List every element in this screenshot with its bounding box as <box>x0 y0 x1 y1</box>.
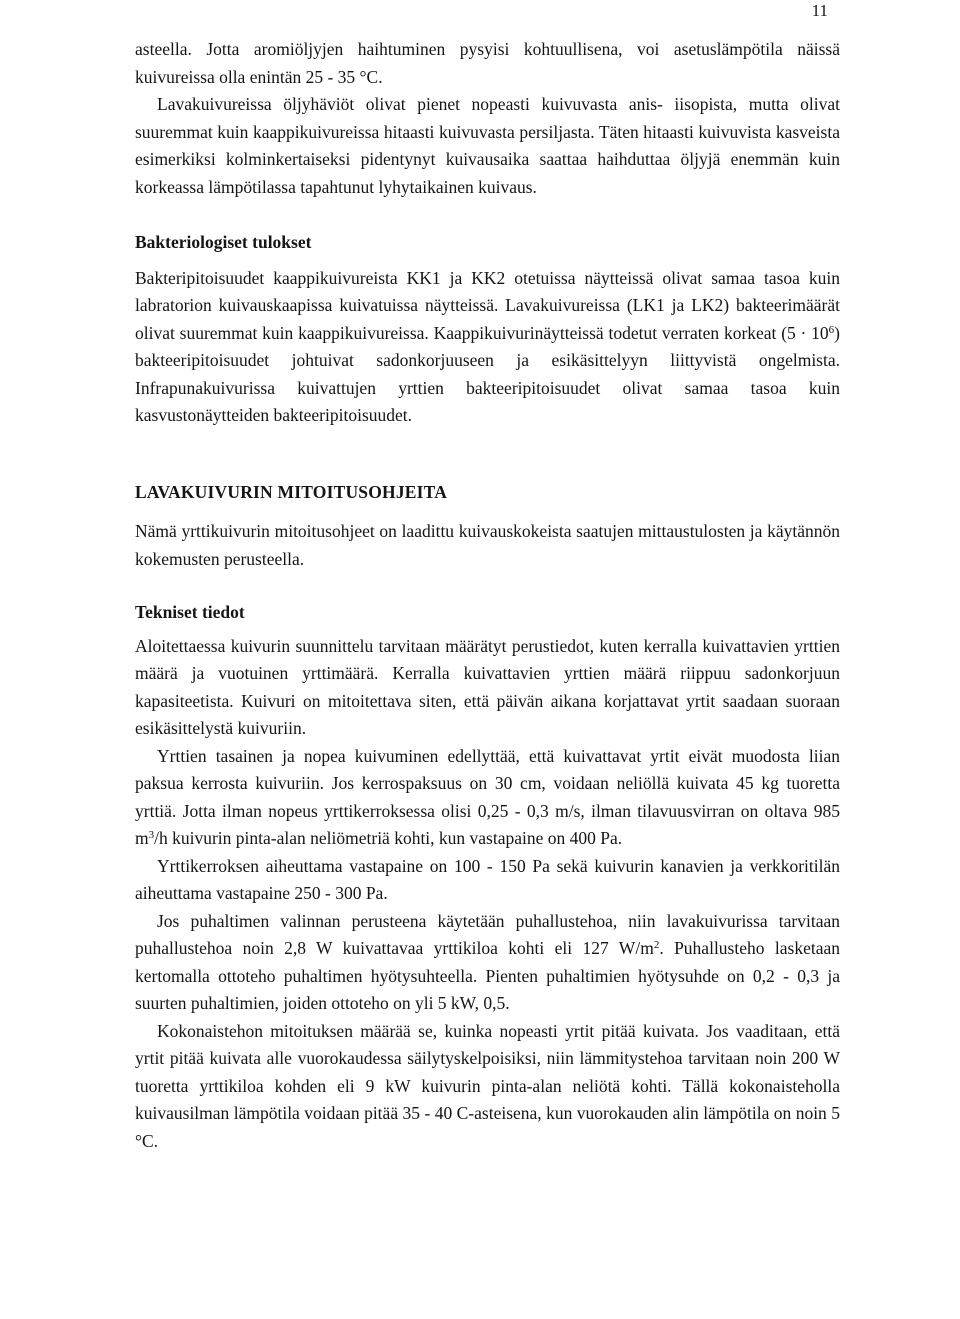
bakteriologiset-heading: Bakteriologiset tulokset <box>135 232 312 252</box>
tekniset-p4-text-2: . Puhallusteho lasketaan kertomalla ottoteho puhaltimen hyötysuhteella. Pienten puhaltimien hyötysuhde on 0,2 - 0,3 ja suurten puhaltimien, joiden ottoteho on yli 5 kW, 0,5. <box>135 938 840 1013</box>
bakteriologiset-paragraph <box>135 265 840 430</box>
mitoitus-paragraph: Nämä yrttikuivurin mitoitusohjeet on laadittu kuivauskokeista saatujen mittaustulosten ja käytännön kokemusten perusteella. <box>135 521 840 569</box>
tekniset-p2-text-1: Yrttien tasainen ja nopea kuivuminen edellyttää, että kuivattavat yrtit eivät muodosta liian paksua kerrosta kuivuriin. Jos kerrospaksuus on 30 cm, voidaan neliöllä kuivata 45 kg tuoretta yrttiä. Jotta ilman nopeus yrttikerroksessa olisi 0,25 - 0,3 m/s, ilman tilavuusvirran on oltava 985 m <box>135 745 840 848</box>
tekniset-p4-exponent: 2 <box>653 939 660 951</box>
mitoitus-heading: LAVAKUIVURIN MITOITUSOHJEITA <box>135 481 448 502</box>
bakteriologiset-exponent: 6 <box>828 323 835 336</box>
tekniset-p2-text-2: /h kuivurin pinta-alan neliömetriä kohti, kun vastapaine on 400 Pa. <box>154 828 623 848</box>
tekniset-paragraph-2 <box>135 743 840 853</box>
tekniset-paragraph-1: Aloitettaessa kuivurin suunnittelu tarvitaan määrätyt perustiedot, kuten kerralla kuivattavien yrttien määrä ja vuotuinen yrttimäärä. Kerralla kuivattavien yrttien määrä riippuu sadonkorjuun kapasiteetista. Kuivuri on mitoitettava siten, että päivän aikana korjattavat yrtit saadaan suoraan esikäsittelystä kuivuriin. <box>135 635 840 738</box>
bakteriologiset-text-1: Bakteripitoisuudet kaappikuivureista KK1 ja KK2 otetuissa näytteissä olivat samaa tasoa kuin labratorion kuivauskaapissa kuivatuissa näytteissä. Lavakuivureissa (LK1 ja LK2) bakteerimäärät olivat suuremmat kuin kaappikuivureissa. Kaappikuivurinäytteissä todetut verraten korkeat (5 · 10 <box>135 267 840 343</box>
bakteriologiset-text-2: ) bakteeripitoisuudet johtuivat sadonkorjuuseen ja esikäsittelyyn liittyvistä ongelmista. Infrapunakuivurissa kuivattujen yrttien bakteeripitoisuudet olivat samaa tasoa kuin kasvustonäytteiden bakteeripitoisuudet. <box>135 322 840 425</box>
tekniset-paragraph-4 <box>135 908 840 1018</box>
tekniset-heading: Tekniset tiedot <box>135 602 245 622</box>
page-content <box>135 36 840 1155</box>
tekniset-paragraph-5: Kokonaistehon mitoituksen määrää se, kuinka nopeasti yrtit pitää kuivata. Jos vaaditaan, että yrtit pitää kuivata alle vuorokaudessa säilytyskelpoisiksi, niin lämmitystehoa tarvitaan noin 200 W tuoretta yrttikiloa kohden eli 9 kW kuivurin pinta-alan neliötä kohti. Tällä kokonaisteholla kuivausilman lämpötila voidaan pitää 35 - 40 C-asteisena, kun vuorokauden alin lämpötila on noin 5 °C. <box>135 1020 840 1151</box>
tekniset-p2-exponent: 3 <box>148 829 155 841</box>
tekniset-paragraph-3: Yrttikerroksen aiheuttama vastapaine on 100 - 150 Pa sekä kuivurin kanavien ja verkkoritilän aiheuttama vastapaine 250 - 300 Pa. <box>135 855 840 903</box>
page-number: 11 <box>811 1 828 20</box>
intro-paragraph-2: Lavakuivureissa öljyhäviöt olivat pienet nopeasti kuivuvasta anis- iisopista, mutta olivat suuremmat kuin kaappikuivureissa hitaasti kuivuvasta persiljasta. Täten hitaasti kuivuvista kasveista esimerkiksi kolminkertaiseksi pidentynyt kuivausaika saattaa haihduttaa öljyjä enemmän kuin korkeassa lämpötilassa tapahtunut lyhytaikainen kuivaus. <box>135 94 840 197</box>
intro-paragraph-1: asteella. Jotta aromiöljyjen haihtuminen pysyisi kohtuullisena, voi asetuslämpötila näissä kuivureissa olla enintän 25 - 35 °C. <box>135 39 840 87</box>
tekniset-p4-text-1: Jos puhaltimen valinnan perusteena käytetään puhallustehoa, niin lavakuivurissa tarvitaan puhallustehoa noin 2,8 W kuivattavaa yrttikiloa kohti eli 127 W/m <box>135 910 840 958</box>
